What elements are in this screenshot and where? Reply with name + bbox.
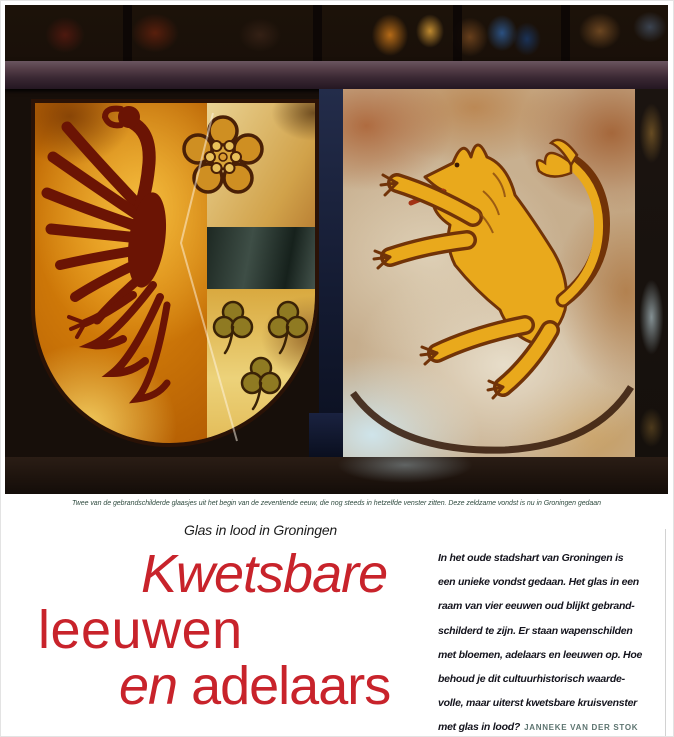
intro-line: In het oude stadshart van Groningen is <box>438 552 624 564</box>
article-intro <box>438 546 664 737</box>
headline-line-2: leeuwen <box>38 600 243 660</box>
right-shield-outline <box>353 387 631 450</box>
headline-line-3 <box>119 656 391 716</box>
eagle-figure <box>47 106 172 399</box>
page-edge-line <box>665 529 666 737</box>
intro-line: een unieke vondst gedaan. Het glas in een <box>438 576 639 589</box>
headline-line-3-regular: adelaars <box>177 656 391 716</box>
headline-line-1: Kwetsbare <box>141 544 388 604</box>
intro-line: behoud je dit cultuurhistorisch waarde- <box>438 673 625 686</box>
intro-line-text: met glas in lood? <box>438 721 521 734</box>
intro-line: volle, maar uiterst kwetsbare kruisvenster <box>438 697 638 710</box>
hero-photo <box>5 5 668 494</box>
photo-caption: Twee van de gebrandschilderde glaasjes uit het begin van de zeventiende eeuw, die nog steeds in hetzelfde venster zitten. Deze zeldzame vondst is nu in Groningen gedaan <box>72 500 601 507</box>
author-credit: JANNEKE VAN DER STOK <box>524 723 639 733</box>
intro-line-last <box>438 715 664 737</box>
heraldry-artwork <box>5 5 668 494</box>
clover-emblems <box>214 302 307 409</box>
article-kicker: Glas in lood in Groningen <box>184 522 337 538</box>
intro-line: schilderd te zijn. Er staan wapenschilden <box>438 624 633 637</box>
headline-line-3-italic: en <box>119 656 178 716</box>
intro-line: met bloemen, adelaars en leeuwen op. Hoe <box>438 648 643 661</box>
intro-line: raam van vier eeuwen oud blijkt gebrand- <box>438 600 635 613</box>
lion-figure <box>374 140 603 398</box>
